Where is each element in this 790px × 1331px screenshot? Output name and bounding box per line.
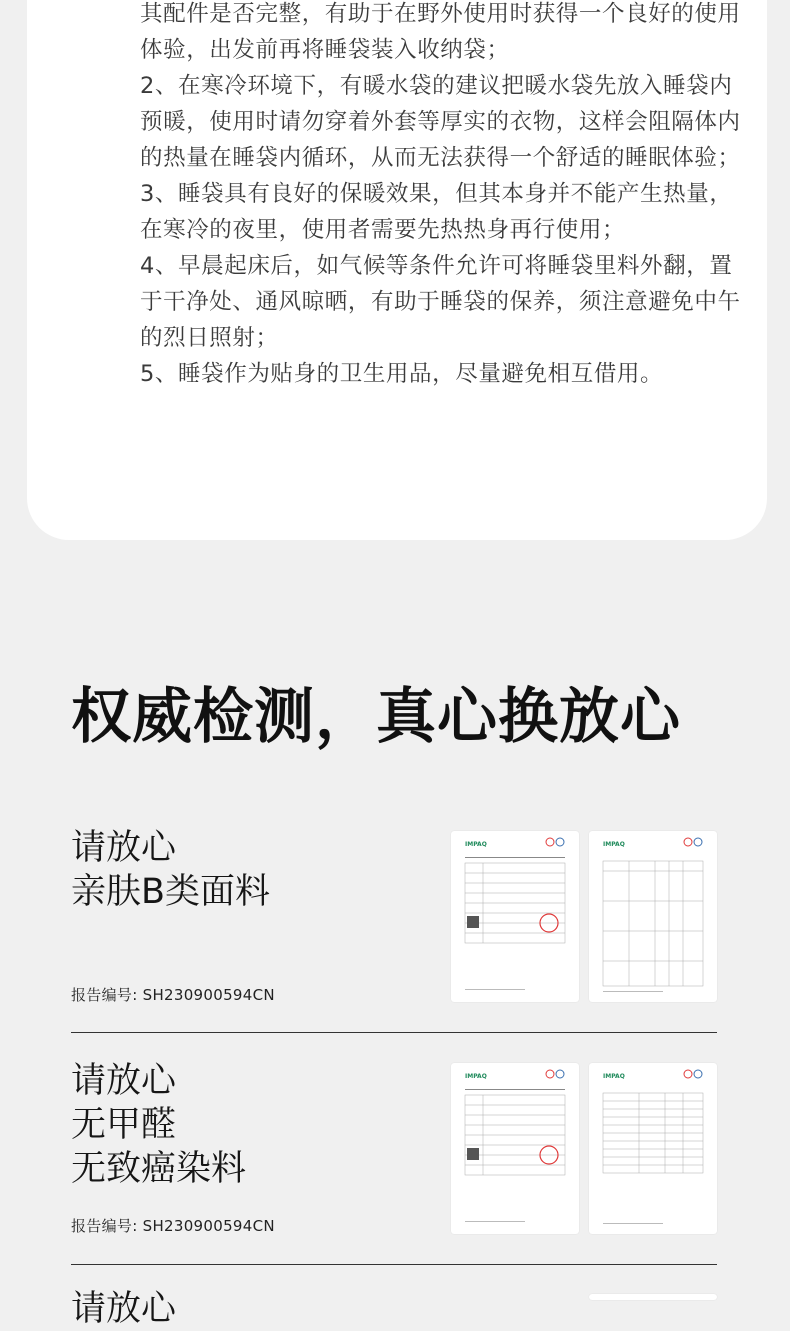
report-page-graphic	[451, 831, 579, 1002]
test-report-image[interactable]	[451, 1063, 579, 1234]
usage-tip: 3、睡袋具有良好的保暖效果，但其本身并不能产生热量，在寒冷的夜里，使用者需要先热热身再行使用；	[140, 181, 733, 243]
usage-tip: 4、早晨起床后，如气候等条件允许可将睡袋里料外翻，置于干净处、通风晾晒，有助于睡袋的保养，须注意避免中午的烈日照射；	[140, 253, 741, 351]
claim-line: 无致癌染料	[71, 1149, 247, 1189]
test-report-image[interactable]	[589, 1063, 717, 1234]
usage-tip: 其配件是否完整，有助于在野外使用时获得一个良好的使用体验，出发前再将睡袋装入收纳袋；	[140, 1, 741, 63]
section-headline: 权威检测，真心换放心	[71, 682, 681, 752]
section-divider	[71, 1264, 717, 1265]
claim-line: 无甲醛	[71, 1105, 177, 1145]
usage-tip: 2、在寒冷环境下，有暖水袋的建议把暖水袋先放入睡袋内预暖，使用时请勿穿着外套等厚实的衣物，这样会阻隔体内的热量在睡袋内循环，从而无法获得一个舒适的睡眠体验；	[140, 73, 741, 171]
report-number: 报告编号: SH230900594CN	[71, 986, 275, 1004]
test-report-image[interactable]	[589, 1294, 717, 1300]
claim-line: 亲肤B类面料	[71, 872, 271, 912]
report-page-graphic	[451, 1063, 579, 1234]
claim-line: 请放心	[71, 1061, 177, 1101]
report-page-graphic	[589, 1063, 717, 1234]
impaq-logo: IMPAQ	[465, 841, 487, 848]
impaq-logo: IMPAQ	[603, 841, 625, 848]
claim-line: 请放心	[71, 1289, 177, 1329]
test-report-image[interactable]	[589, 831, 717, 1002]
test-report-image[interactable]	[451, 831, 579, 1002]
report-number: 报告编号: SH230900594CN	[71, 1217, 275, 1235]
usage-tips-card	[27, 0, 767, 540]
usage-tip: 5、睡袋作为贴身的卫生用品，尽量避免相互借用。	[140, 361, 664, 387]
section-divider	[71, 1032, 717, 1033]
impaq-logo: IMPAQ	[465, 1073, 487, 1080]
report-page-graphic	[589, 831, 717, 1002]
claim-line: 请放心	[71, 828, 177, 868]
usage-tips-list	[140, 0, 755, 392]
impaq-logo: IMPAQ	[603, 1073, 625, 1080]
